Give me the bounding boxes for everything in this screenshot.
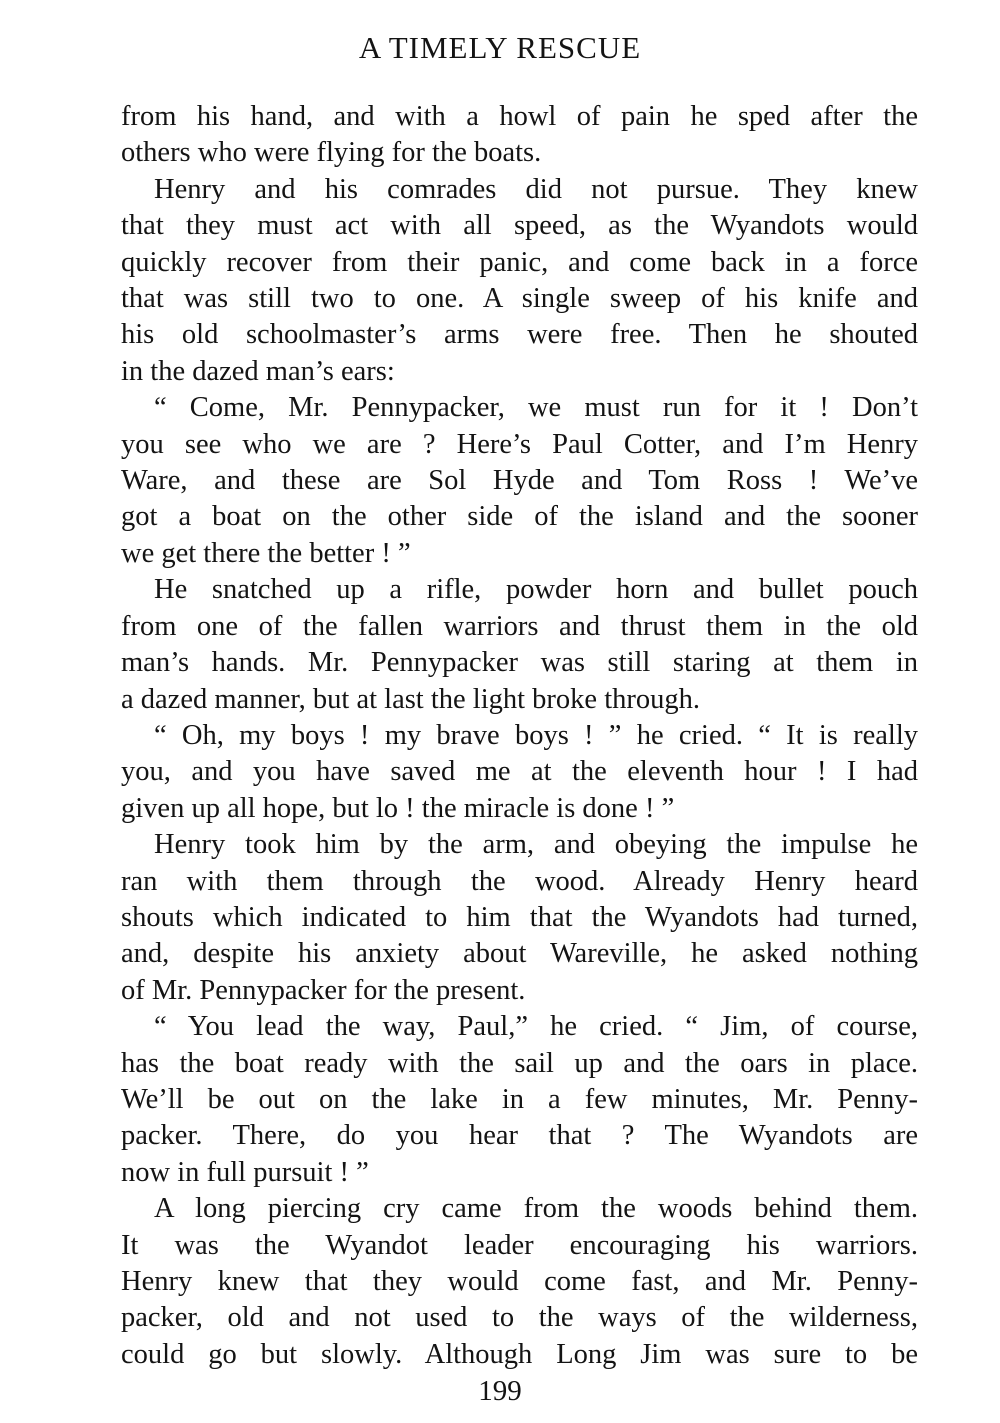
text-line: given up all hope, but lo ! the miracle is done ! ” [121, 792, 675, 824]
paragraph [121, 99, 918, 172]
text-line: a dazed manner, but at last the light broke through. [121, 683, 700, 715]
paragraph [121, 390, 918, 572]
text-line: you see who we are ? Here’s Paul Cotter, and I’m Henry [121, 428, 918, 460]
paragraph [121, 1009, 918, 1191]
text-line: Henry knew that they would come fast, and Mr. Penny- [121, 1266, 918, 1297]
paragraph [121, 172, 918, 390]
text-line: shouts which indicated to him that the Wyandots had turned, [121, 901, 918, 933]
running-head: A TIMELY RESCUE [358, 30, 642, 65]
text-line: now in full pursuit ! ” [121, 1156, 369, 1188]
text-line: packer. There, do you hear that ? The Wyandots are [121, 1120, 918, 1152]
text-line: A long piercing cry came from the woods behind them. [154, 1193, 918, 1225]
text-line: He snatched up a rifle, powder horn and bullet pouch [154, 574, 918, 606]
text-line: of Mr. Pennypacker for the present. [121, 974, 526, 1006]
text-line: from his hand, and with a howl of pain he sped after the [121, 101, 918, 132]
text-line: could go but slowly. Although Long Jim was sure to be [121, 1338, 918, 1370]
text-line: that was still two to one. A single sweep of his knife and [121, 283, 918, 315]
text-line: and, despite his anxiety about Wareville, he asked nothing [121, 938, 918, 970]
text-line: his old schoolmaster’s arms were free. Then he shouted [121, 319, 918, 351]
body-text [121, 99, 918, 1373]
text-line: in the dazed man’s ears: [121, 355, 395, 387]
text-line: packer, old and not used to the ways of the wilderness, [121, 1302, 918, 1334]
paragraph [121, 718, 918, 827]
text-line: you, and you have saved me at the eleventh hour ! I had [121, 756, 918, 788]
text-line: from one of the fallen warriors and thrust them in the old [121, 610, 918, 642]
text-line: “ Come, Mr. Pennypacker, we must run for it ! Don’t [154, 392, 918, 424]
text-line: ran with them through the wood. Already Henry heard [121, 865, 918, 897]
text-line: Henry took him by the arm, and obeying the impulse he [154, 829, 918, 861]
text-line: man’s hands. Mr. Pennypacker was still staring at them in [121, 647, 918, 679]
paragraph [121, 1191, 918, 1373]
text-line: quickly recover from their panic, and come back in a force [121, 246, 918, 278]
text-line: We’ll be out on the lake in a few minutes, Mr. Penny- [121, 1083, 918, 1115]
text-line: that they must act with all speed, as the Wyandots would [121, 210, 918, 242]
text-line: “ You lead the way, Paul,” he cried. “ Jim, of course, [154, 1011, 918, 1043]
paragraph [121, 572, 918, 718]
text-line: others who were flying for the boats. [121, 137, 542, 169]
text-line: Henry and his comrades did not pursue. They knew [154, 173, 918, 205]
paragraph [121, 827, 918, 1009]
text-line: we get there the better ! ” [121, 537, 411, 569]
text-line: It was the Wyandot leader encouraging his warriors. [121, 1229, 918, 1261]
text-line: has the boat ready with the sail up and the oars in place. [121, 1047, 918, 1079]
text-line: “ Oh, my boys ! my brave boys ! ” he cried. “ It is really [154, 719, 918, 751]
text-line: Ware, and these are Sol Hyde and Tom Ross ! We’ve [121, 465, 918, 497]
page-number: 199 [478, 1375, 522, 1407]
text-line: got a boat on the other side of the island and the sooner [121, 501, 918, 533]
